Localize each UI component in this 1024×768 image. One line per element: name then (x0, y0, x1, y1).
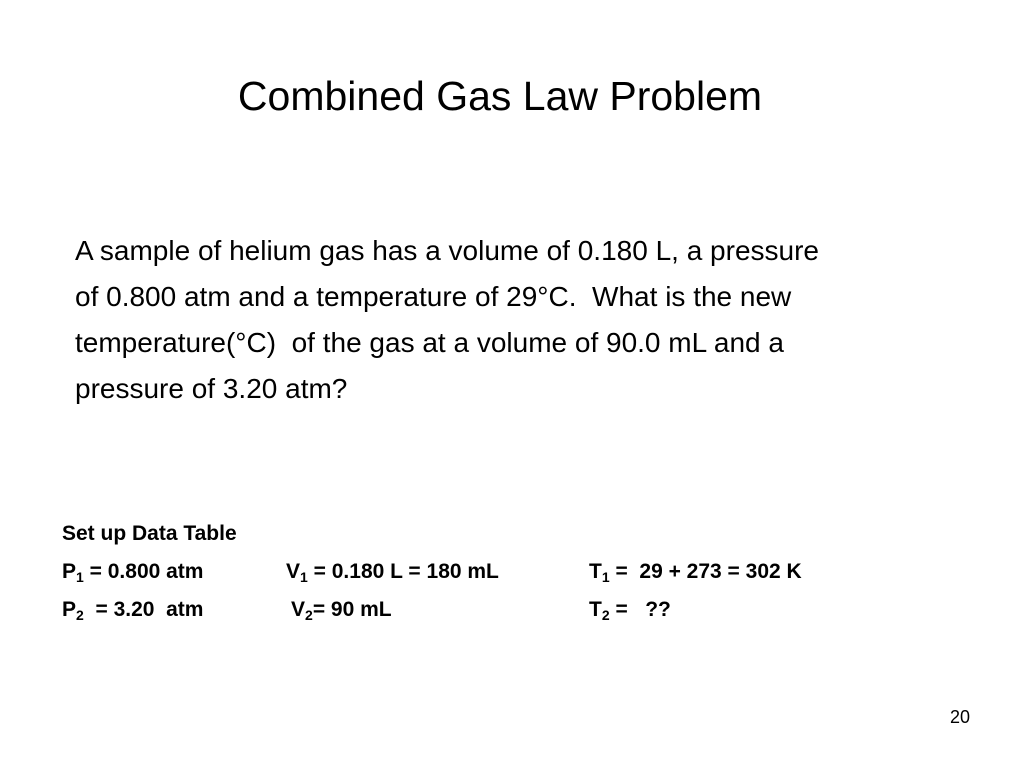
final-volume (291, 595, 392, 625)
temperature-symbol: T (589, 598, 602, 621)
initial-pressure (62, 557, 203, 587)
pressure-symbol: P (62, 560, 77, 583)
initial-temperature (589, 557, 802, 587)
pressure-value: = 3.20 atm (83, 598, 204, 621)
temperature-subscript: 1 (601, 569, 610, 585)
temperature-subscript: 2 (601, 607, 610, 623)
initial-volume (286, 557, 499, 587)
final-pressure (62, 595, 203, 625)
final-temperature (589, 595, 671, 625)
problem-line: A sample of helium gas has a volume of 0.180 L, a pressure (75, 235, 819, 266)
pressure-symbol: P (62, 598, 77, 621)
data-table-heading: Set up Data Table (62, 522, 237, 545)
temperature-symbol: T (589, 560, 602, 583)
volume-symbol: V (291, 598, 306, 621)
volume-subscript: 1 (300, 569, 308, 585)
temperature-value: = ?? (609, 598, 671, 621)
pressure-value: = 0.800 atm (83, 560, 204, 583)
volume-value: = 90 mL (312, 598, 392, 621)
pressure-subscript: 2 (76, 607, 84, 623)
slide-title: Combined Gas Law Problem (237, 73, 763, 119)
problem-line: pressure of 3.20 atm? (75, 373, 348, 404)
problem-line: temperature(°C) of the gas at a volume of 90.0 mL and a (75, 327, 784, 358)
volume-symbol: V (286, 560, 301, 583)
volume-subscript: 2 (305, 607, 313, 623)
problem-line: of 0.800 atm and a temperature of 29°C. What is the new (75, 281, 792, 312)
problem-statement (75, 228, 1005, 412)
volume-value: = 0.180 L = 180 mL (307, 560, 499, 583)
page-number: 20 (949, 707, 970, 727)
temperature-value: = 29 + 273 = 302 K (609, 560, 802, 583)
pressure-subscript: 1 (76, 569, 84, 585)
